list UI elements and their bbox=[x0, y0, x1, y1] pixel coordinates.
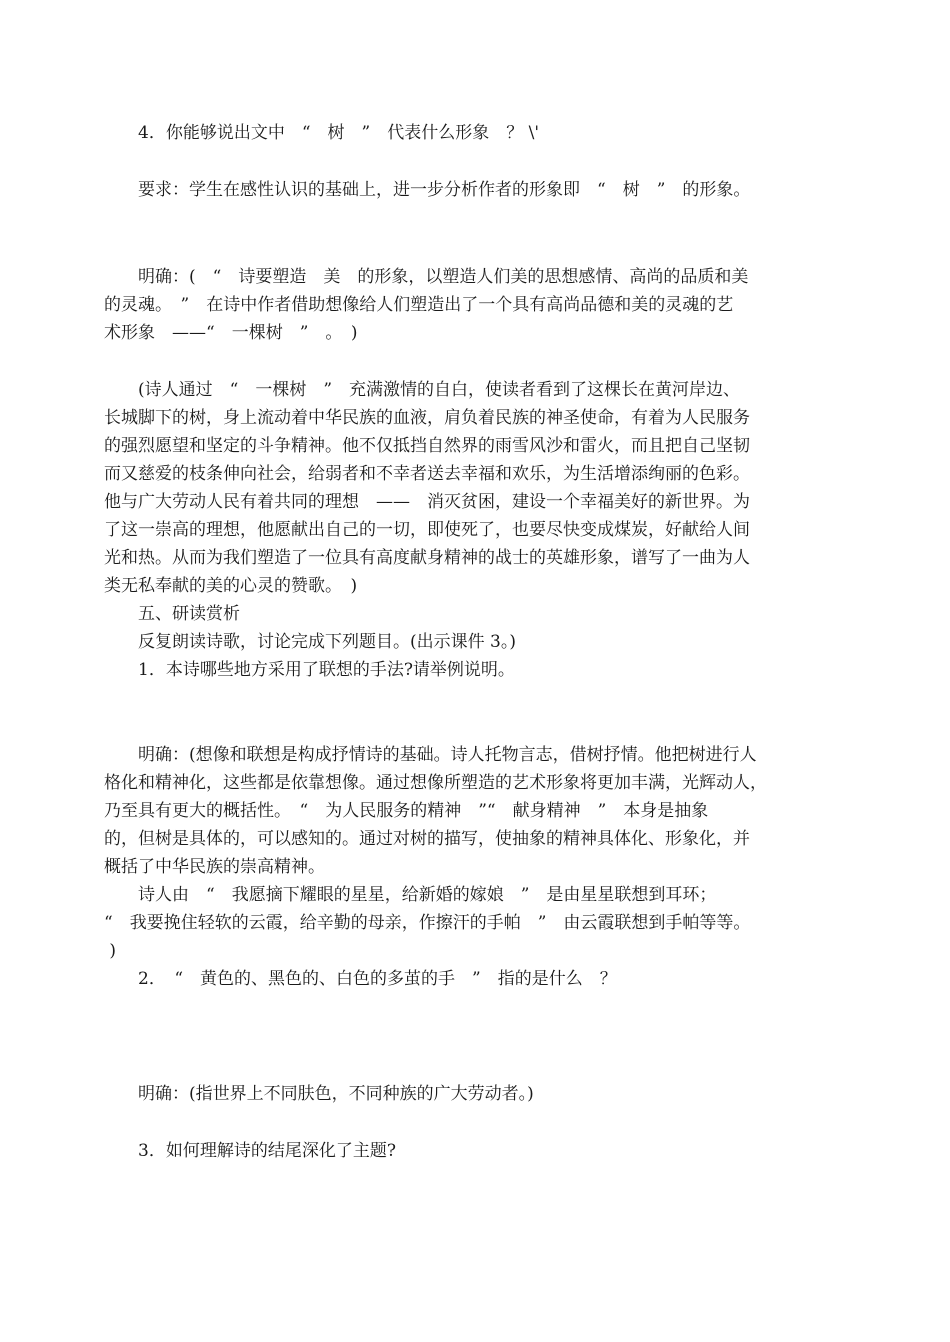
answer-2-line-2: 格化和精神化，这些都是依靠想像。通过想像所塑造的艺术形象将更加丰满，光辉动人， bbox=[104, 773, 767, 793]
paragraph-line-6: 了这一崇高的理想，他愿献出自己的一切，即使死了，也要尽快变成煤炭，好献给人间 bbox=[104, 520, 750, 540]
association-line-1: 诗人由 “ 我愿摘下耀眼的星星，给新婚的嫁娘 ” 是由星星联想到耳环； bbox=[104, 885, 717, 905]
paragraph-line-4: 而又慈爱的枝条伸向社会，给弱者和不幸者送去幸福和欢乐，为生活增添绚丽的色彩。 bbox=[104, 464, 750, 484]
paragraph-line-2: 长城脚下的树，身上流动着中华民族的血液，肩负着民族的神圣使命，有着为人民服务 bbox=[104, 408, 750, 428]
paragraph-line-1: (诗人通过 “ 一棵树 ” 充满激情的自白，使读者看到了这棵长在黄河岸边、 bbox=[104, 380, 741, 400]
answer-2-line-4: 的，但树是具体的，可以感知的。通过对树的描写，使抽象的精神具体化、形象化，并 bbox=[104, 829, 750, 849]
requirement-line: 要求：学生在感性认识的基础上，进一步分析作者的形象即 “ 树 ” 的形象。 bbox=[104, 180, 751, 200]
instruction-line: 反复朗读诗歌，讨论完成下列题目。(出示课件 3。) bbox=[104, 632, 516, 652]
paragraph-line-8: 类无私奉献的美的心灵的赞歌。 ) bbox=[104, 576, 358, 596]
paragraph-line-7: 光和热。从而为我们塑造了一位具有高度献身精神的战士的英雄形象，谱写了一曲为人 bbox=[104, 548, 750, 568]
association-line-3: ) bbox=[104, 941, 117, 961]
question-1: 1．本诗哪些地方采用了联想的手法?请举例说明。 bbox=[104, 660, 515, 680]
answer-3: 明确：(指世界上不同肤色，不同种族的广大劳动者。) bbox=[104, 1084, 534, 1104]
answer-2-line-1: 明确：(想像和联想是构成抒情诗的基础。诗人托物言志，借树抒情。他把树进行人 bbox=[104, 745, 757, 765]
answer-1-line-2: 的灵魂。 ” 在诗中作者借助想像给人们塑造出了一个具有高尚品德和美的灵魂的艺 bbox=[104, 295, 734, 315]
question-2: 2． “ 黄色的、黑色的、白色的多茧的手 ” 指的是什么 ？ bbox=[104, 969, 617, 989]
question-4: 4．你能够说出文中 “ 树 ” 代表什么形象 ？ \' bbox=[104, 123, 540, 143]
question-3: 3．如何理解诗的结尾深化了主题? bbox=[104, 1141, 396, 1161]
answer-2-line-3: 乃至具有更大的概括性。 “ 为人民服务的精神 ”“ 献身精神 ” 本身是抽象 bbox=[104, 801, 709, 821]
answer-1-line-3: 术形象 ——“ 一棵树 ” 。 ) bbox=[104, 323, 358, 343]
paragraph-line-3: 的强烈愿望和坚定的斗争精神。他不仅抵挡自然界的雨雪风沙和雷火，而且把自己坚韧 bbox=[104, 436, 750, 456]
section-heading: 五、研读赏析 bbox=[104, 604, 240, 624]
answer-1-line-1: 明确：( “ 诗要塑造 美 的形象，以塑造人们美的思想感情、高尚的品质和美 bbox=[104, 267, 749, 287]
answer-2-line-5: 概括了中华民族的崇高精神。 bbox=[104, 857, 325, 877]
association-line-2: “ 我要挽住轻软的云霞，给辛勤的母亲，作擦汗的手帕 ” 由云霞联想到手帕等等。 bbox=[104, 913, 751, 933]
paragraph-line-5: 他与广大劳动人民有着共同的理想 —— 消灭贫困，建设一个幸福美好的新世界。为 bbox=[104, 492, 750, 512]
